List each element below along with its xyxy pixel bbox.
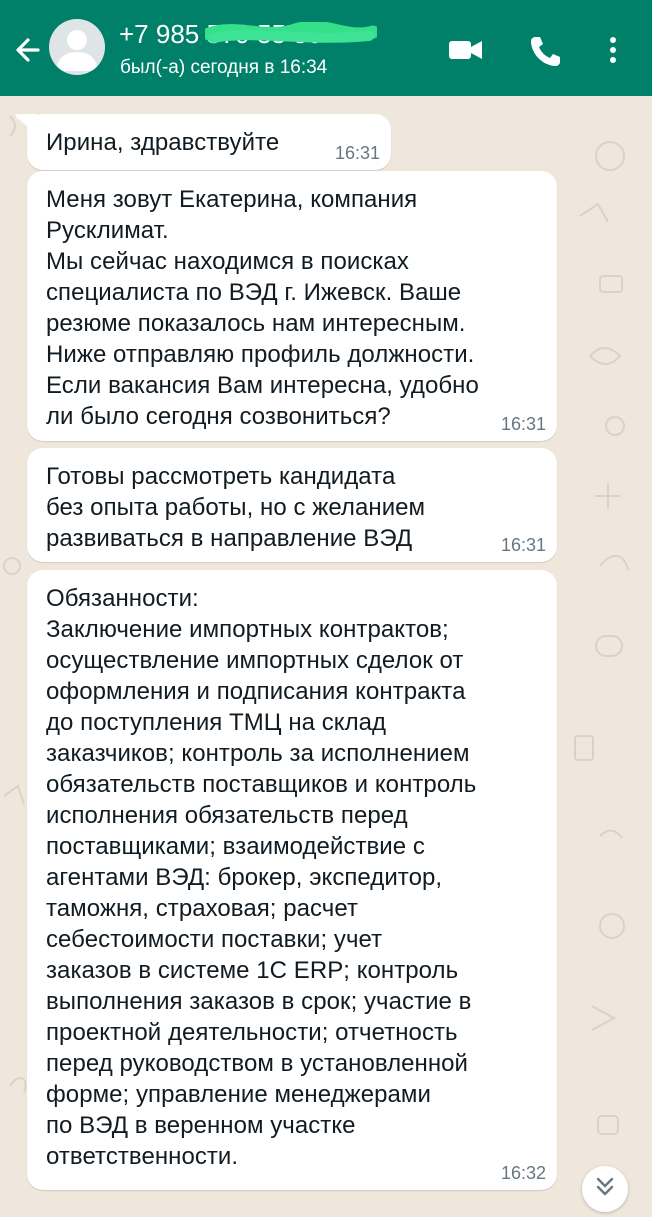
avatar[interactable] [49,19,105,75]
scroll-to-bottom-button[interactable] [582,1166,628,1212]
message-text: Готовы рассмотреть кандидата без опыта работы, но с желанием развиваться в направление ВЭД [46,463,426,552]
voice-call-icon[interactable] [526,28,566,72]
message-bubble-3[interactable] [27,448,557,562]
video-call-icon[interactable] [446,28,486,72]
redaction-scribble [205,22,377,46]
last-seen-status: был(-а) сегодня в 16:34 [120,57,328,78]
message-time: 16:32 [500,1163,546,1183]
bubble-tail [15,114,37,134]
message-text: Обязанности: Заключение импортных контрактов; осуществление импортных сделок от оформления и подписания контракта до поступления ТМЦ на склад заказчиков; контроль за исполнением обязательств поставщиков и контроль исполнения обязательств перед поставщиками; взаимодействие с агентами ВЭД: брокер, экспедитор, таможня, страховая; расчет себестоимости поставки; учет заказов в системе 1С ERP; контроль выполнения заказов в срок; участие в проектной деятельности; отчетность перед руководством в установленной форме; управление менеджерами по ВЭД в веренном участке ответственности. [46,585,477,1170]
message-bubble-1[interactable] [27,114,391,170]
double-chevron-down-icon [582,1166,628,1212]
back-arrow-icon[interactable] [8,26,48,74]
message-time: 16:31 [500,535,546,555]
chat-header [0,0,652,96]
chat-area[interactable] [0,96,652,1200]
contact-name[interactable]: +7 985 579 55 50 [119,19,323,49]
message-bubble-2[interactable] [27,171,557,441]
message-time: 16:31 [500,414,546,434]
avatar-placeholder-icon [49,19,105,75]
more-vertical-icon[interactable] [598,28,628,72]
message-text: Меня зовут Екатерина, компания Русклимат. Мы сейчас находимся в поисках специалиста по ВЭД г. Ижевск. Ваше резюме показалось нам интересным. Ниже отправляю профиль должности. Если вакансия Вам интересна, удобно ли было сегодня созвониться? [46,186,479,430]
message-text: Ирина, здравствуйте [46,129,280,156]
message-bubble-4[interactable] [27,570,557,1190]
message-time: 16:31 [334,143,380,163]
